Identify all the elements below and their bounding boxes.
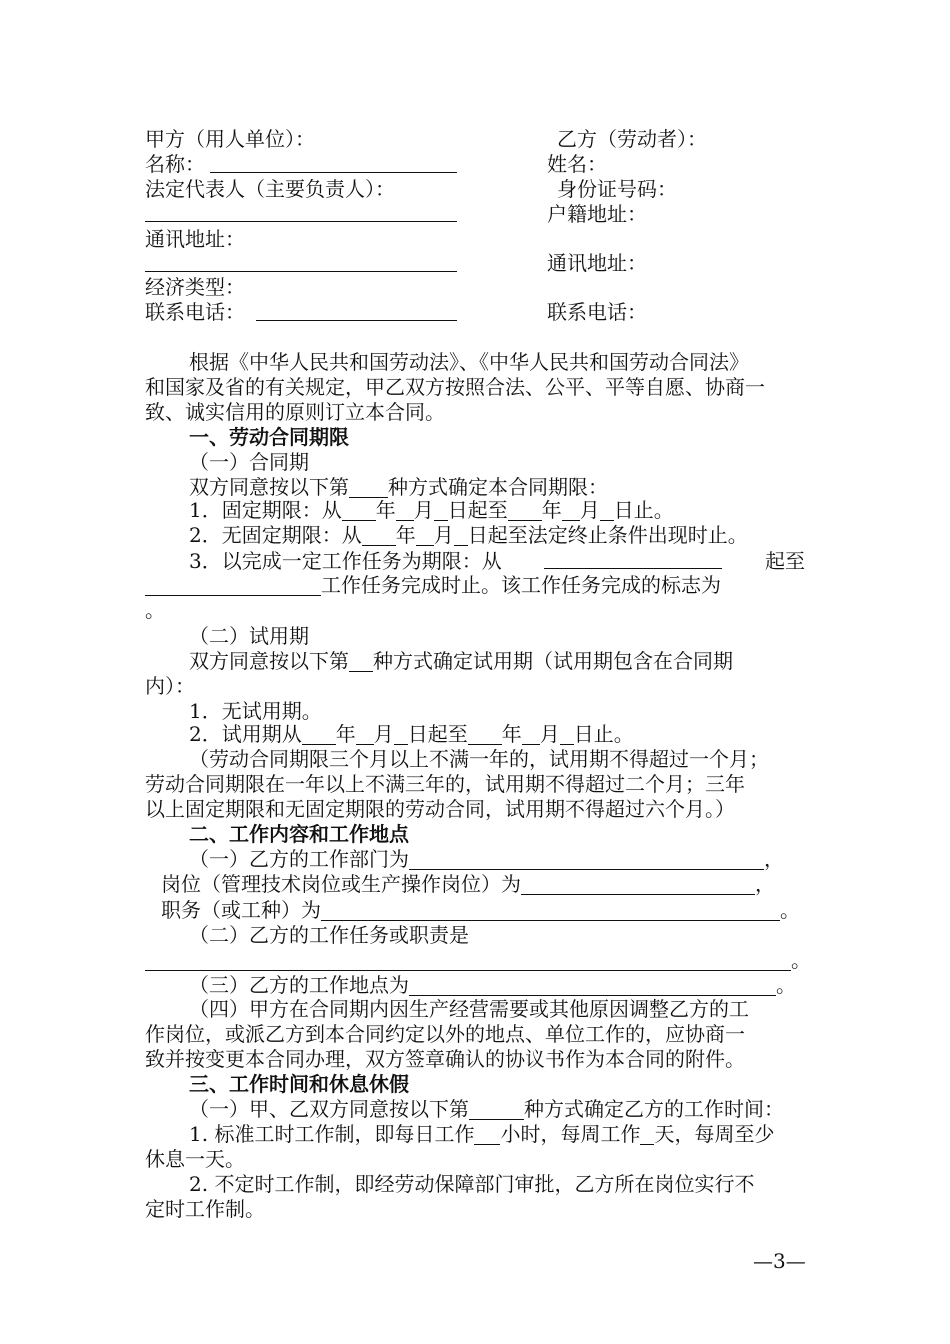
legal-rep-label: 法定代表人（主要负责人）：: [145, 177, 395, 201]
probation-note-line: 以上固定期限和无固定期限的劳动合同，试用期不得超过六个月。）: [145, 797, 735, 821]
adjust-line: （四）甲方在合同期内因生产经营需要或其他原因调整乙方的工: [189, 997, 749, 1021]
post-line: 岗位（管理技术岗位或生产操作岗位）为 ，: [161, 872, 775, 896]
open-term-line: 2．无固定期限：从 年 月 日起至法定终止条件出现时止。: [189, 523, 748, 547]
probation-note-line: 劳动合同期限在一年以上不满三年的，试用期不得超过二个月；三年: [145, 772, 745, 796]
party-b-label: 乙方（劳动者）：: [557, 127, 707, 151]
probation-note-line: （劳动合同期限三个月以上不满一年的，试用期不得超过一个月；: [189, 747, 769, 771]
task-duty-line: （二）乙方的工作任务或职责是: [189, 923, 469, 947]
work-time-choice-line: （一）甲、乙双方同意按以下第 种方式确定乙方的工作时间：: [189, 1097, 784, 1121]
person-name-label: 姓名：: [547, 152, 607, 176]
section-3-title: 三、工作时间和休息休假: [189, 1072, 409, 1096]
party-a-label: 甲方（用人单位）：: [145, 127, 315, 151]
page-number: —3—: [753, 1249, 806, 1273]
probation-heading: （二）试用期: [189, 624, 309, 648]
phone-a-line: [256, 320, 457, 321]
phone-b-label: 联系电话：: [547, 300, 647, 324]
preamble-line: 根据《中华人民共和国劳动法》、《中华人民共和国劳动合同法》: [189, 350, 749, 374]
probation-period-line: 2．试用期从 年 月 日起至 年 月 日止。: [189, 722, 634, 746]
company-name-label: 名称：: [145, 152, 205, 176]
address-a-label: 通讯地址：: [145, 227, 245, 251]
address-b-label: 通讯地址：: [547, 251, 647, 275]
phone-a-label: 联系电话：: [145, 300, 245, 324]
adjust-line: 作岗位，或派乙方到本合同约定以外的地点、单位工作的，应协商一: [145, 1022, 745, 1046]
section-2-title: 二、工作内容和工作地点: [189, 822, 409, 846]
task-term-line-2: 工作任务完成时止。该工作任务完成的标志为: [145, 572, 721, 598]
no-probation-line: 1．无试用期。: [189, 699, 322, 723]
econ-type-label: 经济类型：: [145, 275, 245, 299]
flex-hours-line: 定时工作制。: [145, 1197, 265, 1221]
address-a-line: [145, 271, 457, 272]
preamble-line: 和国家及省的有关规定，甲乙双方按照合法、公平、平等自愿、协商一: [145, 375, 765, 399]
legal-rep-line: [145, 221, 457, 222]
work-place-line: （三）乙方的工作地点为 。: [189, 973, 796, 997]
department-line: （一）乙方的工作部门为 ，: [189, 847, 784, 871]
id-number-label: 身份证号码：: [557, 177, 677, 201]
probation-choice-line-2: 内）：: [145, 674, 195, 698]
fixed-term-line: 1．固定期限：从 年 月 日起至 年 月 日止。: [189, 498, 674, 522]
probation-choice-line: 双方同意按以下第 种方式确定试用期（试用期包含在合同期: [189, 649, 733, 673]
task-term-line: 3．以完成一定工作任务为期限：从 起至: [189, 549, 805, 573]
standard-hours-line-2: 休息一天。: [145, 1147, 245, 1171]
household-label: 户籍地址：: [547, 202, 647, 226]
standard-hours-line: 1. 标准工时工作制，即每日工作 小时，每周工作 天，每周至少: [189, 1122, 775, 1146]
task-term-line-3: 。: [145, 598, 165, 622]
company-name-line: [210, 172, 457, 173]
task-duty-blank: 。: [145, 947, 811, 973]
flex-hours-line: 2. 不定时工作制，即经劳动保障部门审批，乙方所在岗位实行不: [189, 1172, 755, 1196]
contract-term-heading: （一）合同期: [189, 450, 309, 474]
duty-line: 职务（或工种）为 。: [161, 898, 800, 922]
section-1-title: 一、劳动合同期限: [189, 425, 349, 449]
preamble-line: 致、诚实信用的原则订立本合同。: [145, 400, 445, 424]
adjust-line: 致并按变更本合同办理，双方签章确认的协议书作为本合同的附件。: [145, 1047, 745, 1071]
term-choice-line: 双方同意按以下第 种方式确定本合同期限：: [189, 475, 608, 499]
